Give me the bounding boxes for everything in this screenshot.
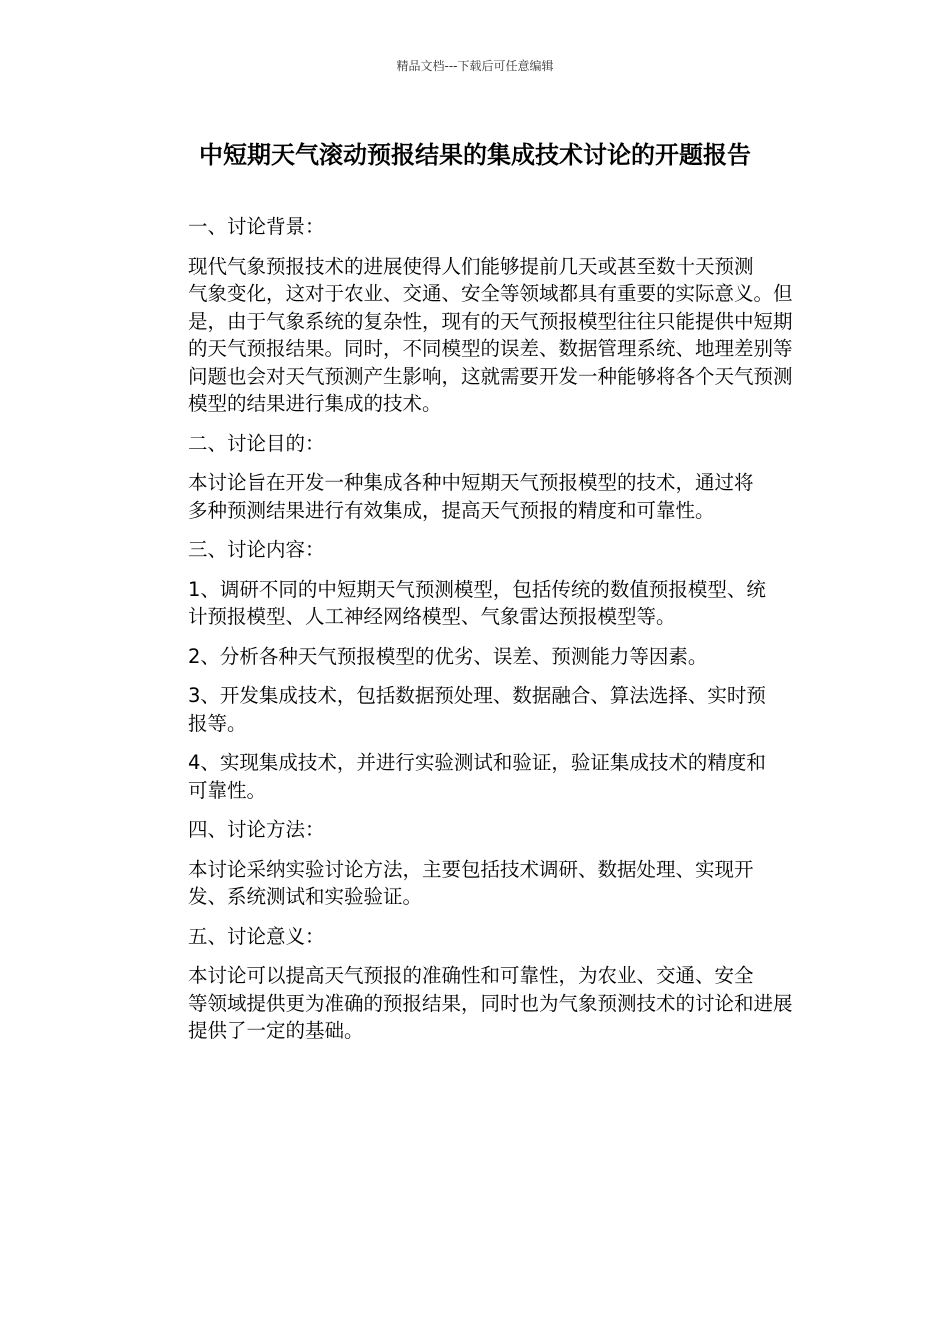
section-heading-method xyxy=(144,816,809,844)
text-line: 多种预测结果进行有效集成，提高天气预报的精度和可靠性。 xyxy=(188,498,715,522)
text-line: 一、讨论背景： xyxy=(188,215,325,238)
text-line: 2、分析各种天气预报模型的优劣、误差、预测能力等因素。 xyxy=(188,644,708,668)
text-line: 是，由于气象系统的复杂性，现有的天气预报模型往往只能提供中短期 xyxy=(188,309,793,333)
text-line: 四、讨论方法： xyxy=(188,818,325,841)
text-line: 4、实现集成技术，并进行实验测试和验证，验证集成技术的精度和 xyxy=(188,751,766,774)
content-item-3 xyxy=(144,682,809,737)
text-line: 现代气象预报技术的进展使得人们能够提前几天或甚至数十天预测 xyxy=(188,254,754,278)
text-line: 五、讨论意义： xyxy=(188,924,325,948)
page-header-note: 精品文档---下载后可任意编辑 xyxy=(396,59,554,73)
text-line: 1、调研不同的中短期天气预测模型，包括传统的数值预报模型、统 xyxy=(188,577,766,601)
section-heading-significance xyxy=(144,923,809,951)
paragraph-significance xyxy=(144,962,809,1045)
section-heading-background xyxy=(144,213,809,241)
paragraph-method xyxy=(144,856,809,911)
paragraph-background xyxy=(144,253,809,418)
section-heading-content xyxy=(144,536,809,564)
text-line: 可靠性。 xyxy=(188,778,267,802)
content-item-2 xyxy=(144,643,809,671)
text-line: 本讨论可以提高天气预报的准确性和可靠性，为农业、交通、安全 xyxy=(188,964,754,987)
content-item-1 xyxy=(144,576,809,631)
text-line: 提供了一定的基础。 xyxy=(188,1019,364,1042)
text-line: 气象变化，这对于农业、交通、安全等领域都具有重要的实际意义。但 xyxy=(188,282,793,305)
text-line: 本讨论旨在开发一种集成各种中短期天气预报模型的技术，通过将 xyxy=(188,471,754,494)
text-line: 的天气预报结果。同时，不同模型的误差、数据管理系统、地理差别等 xyxy=(188,337,793,360)
section-heading-purpose xyxy=(144,430,809,458)
content-item-4 xyxy=(144,749,809,804)
document-title: 中短期天气滚动预报结果的集成技术讨论的开题报告 xyxy=(199,141,751,169)
paragraph-purpose xyxy=(144,469,809,524)
text-line: 模型的结果进行集成的技术。 xyxy=(188,392,442,415)
text-line: 等领域提供更为准确的预报结果，同时也为气象预测技术的讨论和进展 xyxy=(188,991,793,1015)
text-line: 计预报模型、人工神经网络模型、气象雷达预报模型等。 xyxy=(188,605,676,628)
document-body xyxy=(144,213,809,1057)
text-line: 问题也会对天气预测产生影响，这就需要开发一种能够将各个天气预测 xyxy=(188,364,793,388)
text-line: 三、讨论内容： xyxy=(188,538,325,561)
text-line: 本讨论采纳实验讨论方法，主要包括技术调研、数据处理、实现开 xyxy=(188,857,754,881)
text-line: 报等。 xyxy=(188,711,247,735)
text-line: 发、系统测试和实验验证。 xyxy=(188,885,423,908)
text-line: 3、开发集成技术，包括数据预处理、数据融合、算法选择、实时预 xyxy=(188,684,766,707)
text-line: 二、讨论目的： xyxy=(188,431,325,455)
